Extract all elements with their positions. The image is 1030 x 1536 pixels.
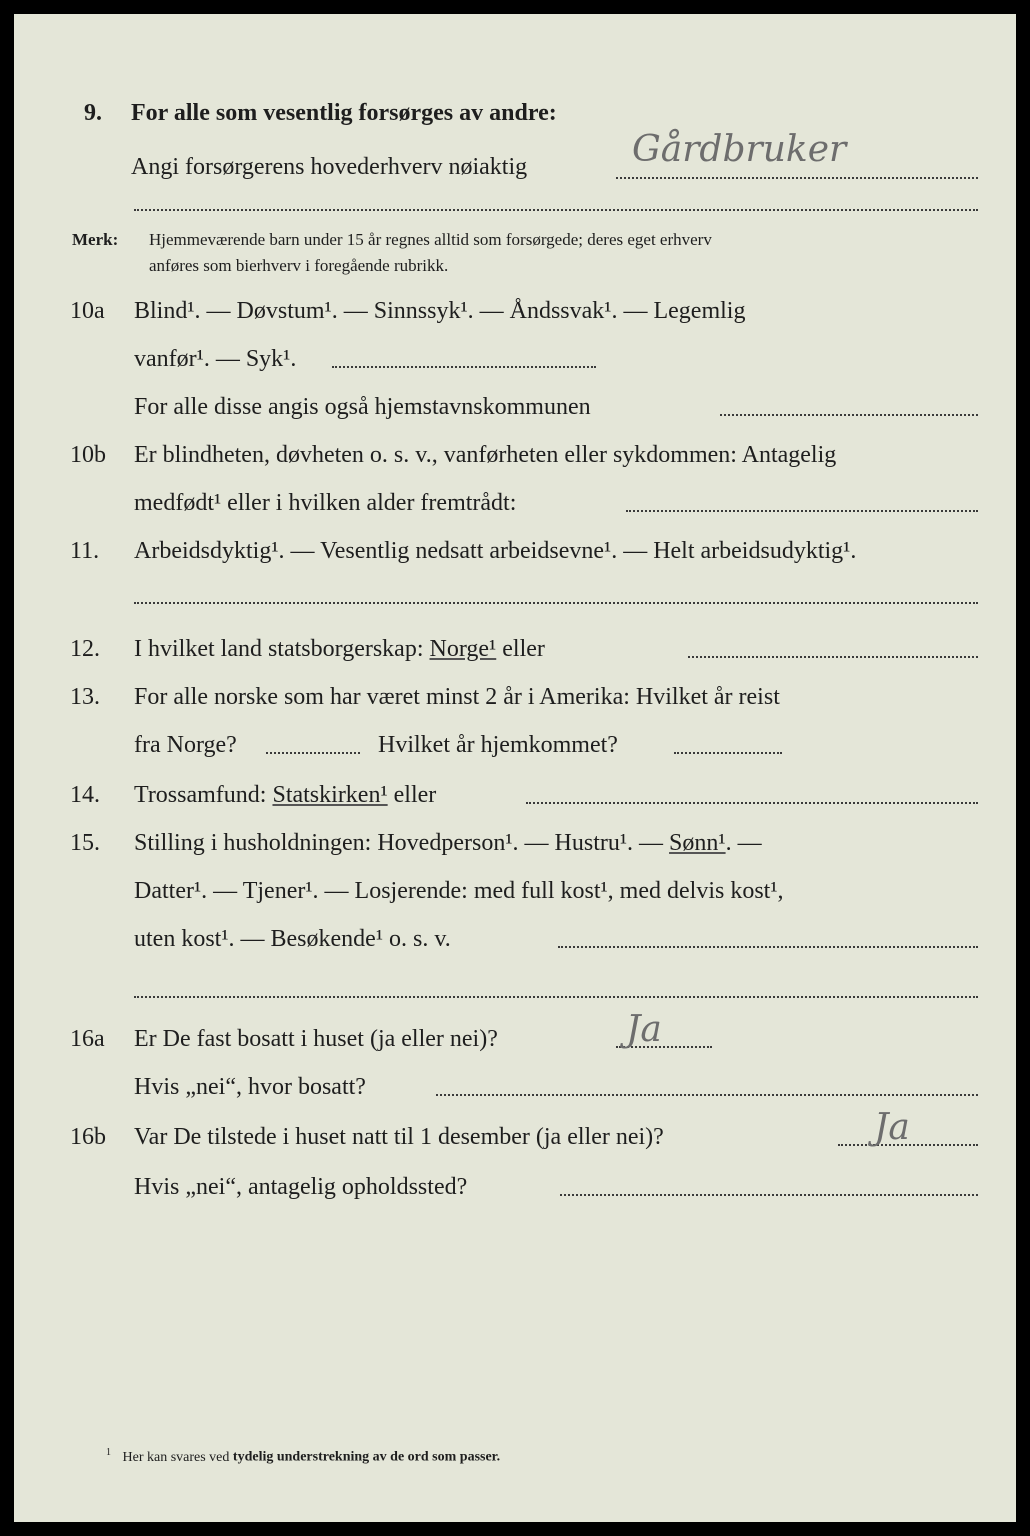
q10a-line2-dots [332, 366, 596, 368]
q12-line1 [134, 634, 545, 664]
footnote [106, 1444, 500, 1467]
q15-underlined: Sønn¹ [669, 830, 726, 856]
q14-number: 14. [70, 782, 100, 808]
q12-number: 12. [70, 636, 100, 662]
q15-line1-suffix: . — [725, 830, 762, 856]
merk-line1: Hjemmeværende barn under 15 år regnes alltid som forsørgede; deres eget erhverv [149, 230, 712, 249]
q10a-line3-dots [720, 414, 978, 416]
q14-answer-dots [526, 802, 978, 804]
q12-answer-dots [688, 656, 978, 658]
q16a-line1: Er De fast bosatt i huset (ja eller nei)? [134, 1026, 498, 1052]
q16a-handwritten-answer: Ja [626, 1009, 662, 1050]
q11-line1: Arbeidsdyktig¹. — Vesentlig nedsatt arbeidsevne¹. — Helt arbeidsudyktig¹. [134, 538, 857, 564]
q16b-number: 16b [70, 1124, 106, 1150]
q15-answer-dots [558, 946, 978, 948]
merk-line2: anføres som bierhverv i foregående rubrikk. [149, 256, 449, 275]
q10a-line3: For alle disse angis også hjemstavnskommunen [134, 394, 591, 420]
q16b-line1: Var De tilstede i huset natt til 1 desember (ja eller nei)? [134, 1124, 664, 1150]
merk-label: Merk: [72, 230, 119, 249]
q14-line1 [134, 780, 436, 810]
footnote-plain: Her kan svares ved [122, 1449, 233, 1465]
q10a-line1: Blind¹. — Døvstum¹. — Sinnssyk¹. — Åndssvak¹. — Legemlig [134, 298, 746, 324]
q12-prefix: I hvilket land statsborgerskap: [134, 636, 430, 662]
q15-blank-line [134, 996, 978, 998]
q13-line2b-dots [674, 752, 782, 754]
q15-line3: uten kost¹. — Besøkende¹ o. s. v. [134, 926, 451, 952]
footnote-marker: 1 [106, 1447, 111, 1458]
q15-number: 15. [70, 830, 100, 856]
q10a-number: 10a [70, 298, 105, 324]
q10b-line2: medfødt¹ eller i hvilken alder fremtrådt: [134, 490, 517, 516]
q11-number: 11. [70, 538, 100, 564]
q9-number: 9. [84, 100, 102, 126]
q10a-line2: vanfør¹. — Syk¹. [134, 346, 297, 372]
q9-answer-dots [616, 177, 978, 179]
q16a-number: 16a [70, 1026, 105, 1052]
q15-line1-prefix: Stilling i husholdningen: Hovedperson¹. — Hustru¹. — [134, 830, 670, 856]
q14-prefix: Trossamfund: [134, 782, 273, 808]
q13-number: 13. [70, 684, 100, 710]
q14-suffix: eller [387, 782, 437, 808]
q13-line2b: Hvilket år hjemkommet? [378, 732, 618, 758]
q13-line1: For alle norske som har været minst 2 år i Amerika: Hvilket år reist [134, 684, 780, 710]
q10b-number: 10b [70, 442, 106, 468]
q16b-handwritten-answer: Ja [874, 1107, 910, 1148]
q9-blank-line [134, 209, 978, 211]
q15-line1 [134, 828, 762, 858]
q9-line1: For alle som vesentlig forsørges av andre: [131, 100, 557, 126]
q12-underlined: Norge¹ [429, 636, 497, 662]
q10b-line1: Er blindheten, døvheten o. s. v., vanførheten eller sykdommen: Antagelig [134, 442, 837, 468]
q9-handwritten-answer: Gårdbruker [632, 129, 847, 170]
q16a-line2: Hvis „nei“, hvor bosatt? [134, 1074, 366, 1100]
q16b-line2: Hvis „nei“, antagelig opholdssted? [134, 1174, 468, 1200]
q13-line2a: fra Norge? [134, 732, 237, 758]
q16b-line2-dots [560, 1194, 978, 1196]
footnote-bold: tydelig understrekning av de ord som passer. [232, 1449, 501, 1465]
q12-suffix: eller [496, 636, 545, 662]
q9-line2: Angi forsørgerens hovederhverv nøiaktig [131, 154, 528, 180]
q11-blank-line [134, 602, 978, 604]
q10b-line2-dots [626, 510, 978, 512]
q13-line2a-dots [266, 752, 360, 754]
q16a-line2-dots [436, 1094, 978, 1096]
q15-line2: Datter¹. — Tjener¹. — Losjerende: med full kost¹, med delvis kost¹, [134, 878, 784, 904]
q14-underlined: Statskirken¹ [272, 782, 388, 808]
census-form-page [14, 14, 1016, 1522]
